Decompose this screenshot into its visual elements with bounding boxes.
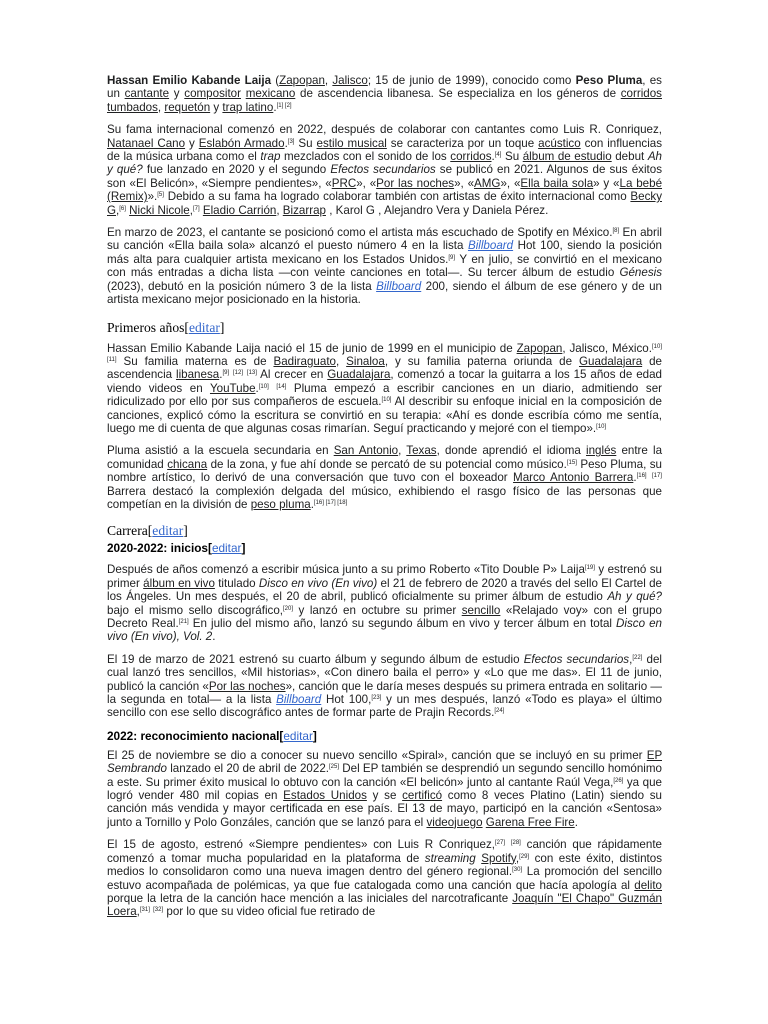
link-la-bebe-remix[interactable]: La bebé (Remix) [107,176,663,204]
reference[interactable]: [13] [246,370,257,377]
link-libanesa[interactable]: libanesa [176,368,220,382]
link-album-de-estudio[interactable]: álbum de estudio [522,150,612,164]
link-por-las-noches[interactable]: Por las noches [208,679,286,693]
edit-link[interactable]: editar [152,523,184,539]
reference[interactable]: [11] [107,356,117,363]
reference[interactable]: [15] [566,459,577,466]
reference[interactable]: [14] [276,383,287,390]
link-zapopan[interactable]: Zapopan [516,341,563,355]
article-page [107,74,662,928]
section-heading-primeros-anos: Primeros años[editar] [107,319,225,335]
link-cantante[interactable]: cantante [124,87,170,101]
link-youtube[interactable]: YouTube [209,381,256,395]
reference[interactable]: [7] [192,205,200,212]
reference[interactable]: [9] [222,370,230,377]
link-texas[interactable]: Texas [406,444,437,458]
link-peso-pluma[interactable]: peso pluma [250,497,311,511]
link-sencillo[interactable]: sencillo [461,603,501,617]
reference[interactable]: [21] [178,619,189,625]
link-prc[interactable]: PRC [331,176,357,190]
link-guadalajara[interactable]: Guadalajara [327,368,391,382]
section-paragraph: Pluma asistió a la escuela secundaria en San Antonio, Texas, donde aprendió el idioma inglés entre la comunidad chicana de la zona, y fue ahí donde se percató de su potencial como músico.[15] Peso Pluma, su nombre artístico, lo derivó de una conversación que tuvo con el boxeador Marco Antonio Barrera.[16] [17] Barrera destacó la complexión delgada del músico, exhibiendo el rasgo físico de las personas que competían en la división de peso pluma.[16] [17] [18] [107,444,663,511]
reference[interactable]: [16] [17] [18] [313,499,348,506]
intro-paragraph: Su fama internacional comenzó en 2022, después de colaborar con cantantes como Luis R. Conriquez, Natanael Cano y Eslabón Armado.[3] Su estilo musical se caracteriza por un toque acústico con influencias de la música urbana como el trap mezclados con el sonido de los corridos.[4] Su álbum de estudio debut Ah y qué? fue lanzado en 2020 y el segundo Efectos secundarios se publicó en 2021. Algunos de sus éxitos son «El Belicón», «Siempre pendientes», «PRC», «Por las noches», «AMG», «Ella baila sola» y «La bebé (Remix)».[5] Debido a su fama ha logrado colaborar también con artistas de éxito internacional como Becky G,[6] Nicki Nicole,[7] Eladio Carrión, Bizarrap , Karol G , Alejandro Vera y Daniela Pérez. [107,123,663,217]
section-paragraph: El 19 de marzo de 2021 estrenó su cuarto álbum y segundo álbum de estudio Efectos secundarios,[22] del cual lanzó tres sencillos, «Mil historias», «Con dinero baila el perro» y «Lo que me das». El 11 de junio, publicó la canción «Por las noches», canción que le daría meses después su primera entrada en solitario —la segunda en total— a la lista Billboard Hot 100,[23] y un mes después, lanzó «Todo es playa» el último sencillo con ese sello discográfico antes de formar parte de Prajin Records.[24] [107,652,662,720]
subsection-heading-reconocimiento: 2022: reconocimiento nacional[editar] [107,728,317,743]
link-billboard[interactable]: Billboard [467,239,514,253]
reference[interactable]: [16] [636,473,647,480]
reference[interactable]: [12] [233,370,244,377]
stage-name: Peso Pluma [575,74,643,87]
reference[interactable]: [10] [596,423,607,430]
reference[interactable]: [27] [495,840,506,847]
subject-name: Hassan Emilio Kabande Laija [107,74,272,87]
link-videojuego[interactable]: videojuego [426,815,483,829]
intro-paragraph: Hassan Emilio Kabande Laija (Zapopan, Jalisco; 15 de junio de 1999), conocido como Peso Pluma, es un cantante y compositor mexicano de ascendencia libanesa. Se especializa en los géneros de corridos tumbados, requetón y trap latino.[1] [2] [107,74,662,114]
link-eslabon-armado[interactable]: Eslabón Armado [198,136,285,150]
reference[interactable]: [8] [612,228,620,235]
link-becky-g[interactable]: Becky G [107,190,662,217]
link-corridos-tumbados[interactable]: corridos tumbados [107,87,662,114]
link-ep[interactable]: EP [646,748,662,762]
section-paragraph: El 15 de agosto, estrenó «Siempre pendientes» con Luis R Conriquez,[27] [28] canción que rápidamente comenzó a tomar mucha popularidad en la plataforma de streaming Spotify,[29] con este éxito, distintos medios lo consolidaron como una nueva imagen dentro del género regional.[30] La promoción del sencillo estuvo acompañada de polémicas, ya que fue catalogada como una canción que hacía apología al delito porque la letra de la canción hace mención a las iniciales del narcotraficante Joaquín "El Chapo" Guzmán Loera,[31] [32] por lo que su video oficial fue retirado de [107,838,663,919]
link-ella-baila-sola[interactable]: Ella baila sola [520,176,594,190]
link-requeton[interactable]: requetón [164,100,211,114]
reference[interactable]: [5] [157,192,164,199]
link-eladio-carrion[interactable]: Eladio Carrión [202,203,277,217]
link-compositor[interactable]: compositor [184,87,241,101]
section-heading-carrera: Carrera[editar] [107,523,188,539]
link-zapopan[interactable]: Zapopan [279,74,325,87]
link-billboard[interactable]: Billboard [376,279,422,293]
reference[interactable]: [1] [2] [276,102,292,109]
link-bizarrap[interactable]: Bizarrap [282,203,326,217]
link-amg[interactable]: AMG [474,176,501,190]
link-guadalajara[interactable]: Guadalajara [578,354,643,368]
reference[interactable]: [6] [119,205,126,212]
link-estados-unidos[interactable]: Estados Unidos [283,789,367,803]
link-san-antonio[interactable]: San Antonio [333,444,399,458]
link-natanael-cano[interactable]: Natanael Cano [107,136,186,150]
link-ingles[interactable]: inglés [586,444,617,458]
reference[interactable]: [19] [584,565,595,572]
edit-link[interactable]: editar [283,728,313,743]
link-badiraguato[interactable]: Badiraguato [273,354,336,368]
intro-paragraph: En marzo de 2023, el cantante se posicionó como el artista más escuchado de Spotify en México.[8] En abril su canción «Ella baila sola» alcanzó el puesto número 4 en la lista Billboard Hot 100, siendo la posición más alta para cualquier artista mexicano en los Estados Unidos.[9] Y en julio, se convirtió en el mexicano con más entradas a dicha lista —con veinte canciones en total—. Su tercer álbum de estudio Génesis (2023), debutó en la posición número 3 de la lista Billboard 200, siendo el álbum de ese género y de un artista mexicano mejor posicionado en la historia. [107,226,663,307]
reference[interactable]: [17] [651,473,662,480]
reference[interactable]: [23] [371,695,382,702]
reference[interactable]: [25] [328,764,339,771]
link-spotify[interactable]: Spotify [481,851,516,865]
link-jalisco[interactable]: Jalisco [332,74,368,87]
reference[interactable]: [28] [510,840,521,847]
link-chicana[interactable]: chicana [167,457,208,471]
reference[interactable]: [4] [494,152,502,159]
link-mexicano[interactable]: mexicano [245,87,296,101]
reference[interactable]: [26] [613,777,624,784]
link-el-chapo[interactable]: Joaquín "El Chapo" Guzmán Loera [107,891,662,919]
link-corridos[interactable]: corridos [450,150,492,164]
link-sinaloa[interactable]: Sinaloa [346,354,385,368]
section-paragraph: Hassan Emilio Kabande Laija nació el 15 de junio de 1999 en el municipio de Zapopan, Jalisco, México.[10] [11] Su familia materna es de Badiraguato, Sinaloa, y su familia paterna oriunda de Guadalajara de ascendencia libanesa.[9] [12] [13] Al crecer en Guadalajara, comenzó a tocar la guitarra a los 15 años de edad viendo videos en YouTube.[10] [14] Pluma empezó a escribir canciones en un diario, admitiendo ser ridiculizado por ello por sus compañeros de escuela.[10] Al describir su enfoque inicial en la composición de canciones, explicó cómo la escritura se convirtió en su terapia: «Ahí es donde escribía cómo me sentía, luego me di cuenta de que algunas cosas rimarían. Seguí practicando y mejoré con el tiempo».[10] [107,341,662,435]
subsection-heading-inicios: 2020-2022: inicios[editar] [107,541,246,556]
link-delito[interactable]: delito [634,878,662,892]
link-album-en-vivo[interactable]: álbum en vivo [143,576,215,590]
reference[interactable]: [9] [448,254,456,261]
link-billboard[interactable]: Billboard [276,693,322,707]
reference[interactable]: [20] [283,605,294,612]
link-estilo-musical[interactable]: estilo musical [316,136,387,150]
reference[interactable]: [30] [512,867,523,874]
reference[interactable]: [10] [258,383,269,390]
section-paragraph: El 25 de noviembre se dio a conocer su nuevo sencillo «Spiral», canción que se incluyó en su primer EP Sembrando lanzado el 20 de abril de 2022.[25] Del EP también se desprendió un segundo sencillo homónimo a este. Su primer éxito musical lo obtuvo con la canción «El belicón» junto al cantante Raúl Vega,[26] ya que logró vender 480 mil copias en Estados Unidos y se certificó como 8 veces Platino (Latin) siendo su canción más vendida y mayor certificada en ese país. El 13 de mayo, participó en la canción «Sentosa» junto a Tornillo y Polo Gonzáles, canción que se lanzó para el videojuego Garena Free Fire. [107,748,663,829]
link-acustico[interactable]: acústico [538,136,581,150]
link-nicki-nicole[interactable]: Nicki Nicole [129,203,190,217]
reference[interactable]: [3] [287,138,295,145]
link-garena-free-fire[interactable]: Garena Free Fire [485,815,575,829]
link-certifico[interactable]: certificó [402,789,443,803]
section-paragraph: Después de años comenzó a escribir música junto a su primo Roberto «Tito Double P» Laija[19] y estrenó su primer álbum en vivo titulado Disco en vivo (En vivo) el 21 de febrero de 2020 a través del sello El Cartel de los Ángeles. Un mes después, el 20 de abril, publicó oficialmente su primer álbum de estudio Ah y qué? bajo el mismo sello discográfico,[20] y lanzó en octubre su primer sencillo «Relajado voy» con el grupo Decreto Real.[21] En julio del mismo año, lanzó su segundo álbum en vivo y tercer álbum en total Disco en vivo (En vivo), Vol. 2. [107,563,662,644]
reference[interactable]: [29] [519,853,530,860]
edit-link[interactable]: editar [188,319,220,335]
reference[interactable]: [31] [139,907,150,914]
reference[interactable]: [10] [381,397,392,404]
link-trap-latino[interactable]: trap latino [222,100,274,114]
reference[interactable]: [10] [651,343,662,350]
edit-link[interactable]: editar [211,541,242,556]
link-marco-antonio-barrera[interactable]: Marco Antonio Barrera [513,471,634,485]
reference[interactable]: [22] [632,654,643,661]
reference[interactable]: [32] [153,907,164,914]
reference[interactable]: [24] [494,708,505,715]
link-por-las-noches[interactable]: Por las noches [376,176,455,190]
